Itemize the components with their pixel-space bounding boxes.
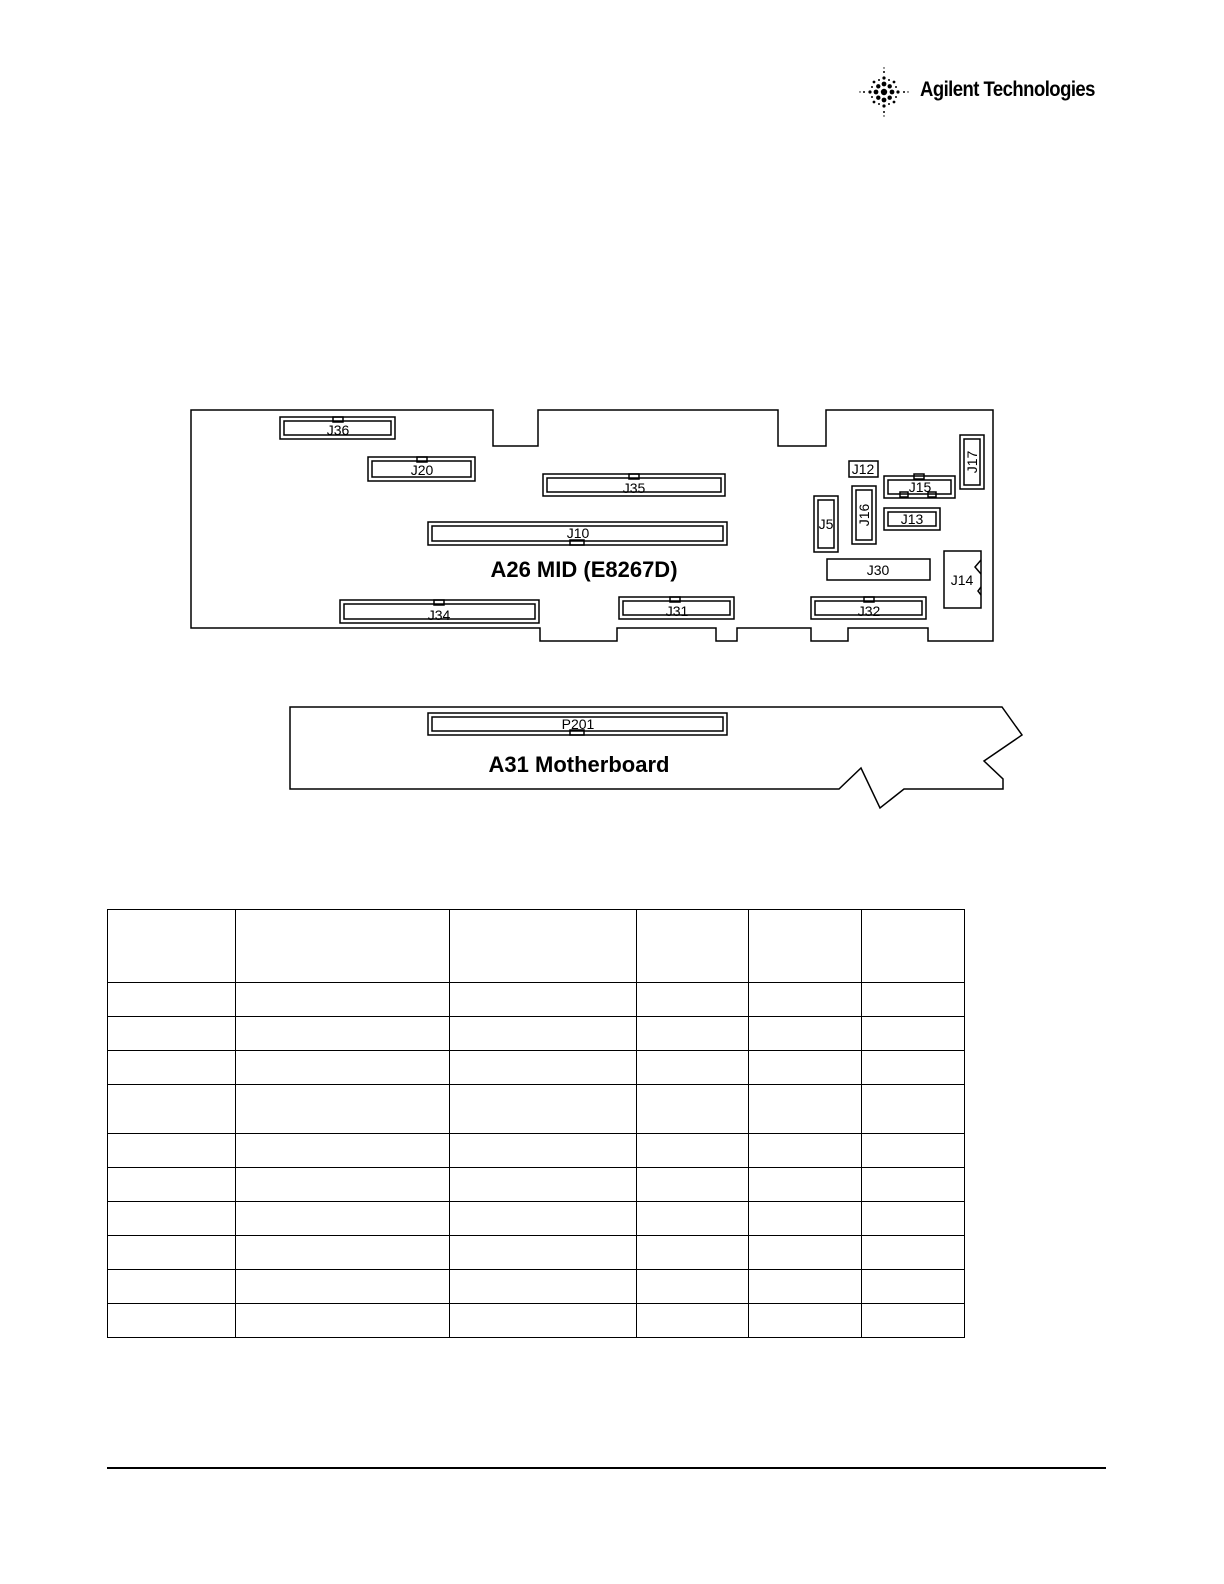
- table-row: [108, 1085, 965, 1134]
- table-cell: [108, 1168, 236, 1202]
- connector-label: J14: [950, 572, 974, 588]
- table-cell: [450, 1236, 637, 1270]
- table-cell: [749, 1051, 862, 1085]
- connector-label: J31: [665, 603, 689, 619]
- table-cell: [862, 1304, 965, 1338]
- table-row: [108, 1270, 965, 1304]
- table-row: [108, 1134, 965, 1168]
- table-cell: [637, 1134, 749, 1168]
- connector-label: P201: [561, 716, 595, 732]
- connector-label: J34: [427, 607, 451, 623]
- table-row: [108, 983, 965, 1017]
- table-cell: [236, 1085, 450, 1134]
- table-cell: [236, 1304, 450, 1338]
- footer-rule: [107, 1467, 1106, 1469]
- table-header-cell: [450, 910, 637, 983]
- table-cell: [862, 1236, 965, 1270]
- table-cell: [236, 1051, 450, 1085]
- table-cell: [862, 1134, 965, 1168]
- table-cell: [108, 1304, 236, 1338]
- table-cell: [637, 1051, 749, 1085]
- motherboard-label: A31 Motherboard: [488, 752, 670, 777]
- table-cell: [637, 983, 749, 1017]
- table-header-cell: [637, 910, 749, 983]
- table-cell: [749, 983, 862, 1017]
- table-cell: [450, 1304, 637, 1338]
- table-cell: [637, 1085, 749, 1134]
- table-cell: [637, 1017, 749, 1051]
- table-cell: [862, 1051, 965, 1085]
- table-cell: [236, 1134, 450, 1168]
- connector-label: J20: [410, 462, 434, 478]
- table-cell: [450, 1085, 637, 1134]
- table-cell: [236, 983, 450, 1017]
- table-cell: [236, 1017, 450, 1051]
- connector-label: J13: [900, 511, 924, 527]
- table-cell: [749, 1134, 862, 1168]
- connector-label: J5: [818, 516, 834, 532]
- table-cell: [637, 1168, 749, 1202]
- table-cell: [637, 1202, 749, 1236]
- agilent-logo: [858, 66, 1118, 118]
- table-cell: [108, 1134, 236, 1168]
- table-cell: [450, 1202, 637, 1236]
- table-cell: [862, 1202, 965, 1236]
- table-cell: [108, 1270, 236, 1304]
- table-cell: [749, 1017, 862, 1051]
- table-row: [108, 1051, 965, 1085]
- table-row: [108, 1168, 965, 1202]
- board-connector-diagram: [0, 395, 1224, 815]
- table-cell: [450, 1134, 637, 1168]
- table-cell: [450, 983, 637, 1017]
- table-cell: [749, 1304, 862, 1338]
- table-header-cell: [108, 910, 236, 983]
- table-cell: [862, 1168, 965, 1202]
- table-cell: [637, 1270, 749, 1304]
- table-header-cell: [862, 910, 965, 983]
- table-row: [108, 1202, 965, 1236]
- table-cell: [637, 1304, 749, 1338]
- table-cell: [108, 1236, 236, 1270]
- table-cell: [108, 1085, 236, 1134]
- connector-label: J10: [566, 525, 590, 541]
- connector-label: J12: [851, 461, 875, 477]
- table-cell: [862, 1085, 965, 1134]
- connector-table: [107, 909, 965, 1338]
- table-cell: [450, 1051, 637, 1085]
- table-cell: [862, 983, 965, 1017]
- logo-text: Agilent Technologies: [920, 78, 1095, 101]
- connector-label: J15: [908, 479, 932, 495]
- mid-board-label: A26 MID (E8267D): [490, 557, 678, 582]
- table-cell: [108, 1202, 236, 1236]
- table-cell: [749, 1202, 862, 1236]
- table-cell: [108, 983, 236, 1017]
- table-cell: [236, 1168, 450, 1202]
- table-cell: [236, 1236, 450, 1270]
- table-cell: [637, 1236, 749, 1270]
- connector-label: J30: [866, 562, 890, 578]
- table-cell: [749, 1236, 862, 1270]
- table-cell: [236, 1270, 450, 1304]
- table-cell: [450, 1270, 637, 1304]
- table-row: [108, 1304, 965, 1338]
- table-row: [108, 1017, 965, 1051]
- table-cell: [108, 1017, 236, 1051]
- connector-label: J32: [857, 603, 881, 619]
- table-cell: [862, 1017, 965, 1051]
- table-cell: [236, 1202, 450, 1236]
- table-row: [108, 1236, 965, 1270]
- table-cell: [749, 1085, 862, 1134]
- agilent-spark-icon: [858, 66, 910, 118]
- table-cell: [450, 1168, 637, 1202]
- connector-label: J36: [326, 422, 350, 438]
- table-header-cell: [236, 910, 450, 983]
- table-cell: [749, 1168, 862, 1202]
- connector-label: J16: [856, 503, 872, 527]
- table-cell: [450, 1017, 637, 1051]
- connector-label: J17: [964, 450, 980, 474]
- table-cell: [108, 1051, 236, 1085]
- table-cell: [749, 1270, 862, 1304]
- table-cell: [862, 1270, 965, 1304]
- table-header-cell: [749, 910, 862, 983]
- connector-label: J35: [622, 480, 646, 496]
- table-header-row: [108, 910, 965, 983]
